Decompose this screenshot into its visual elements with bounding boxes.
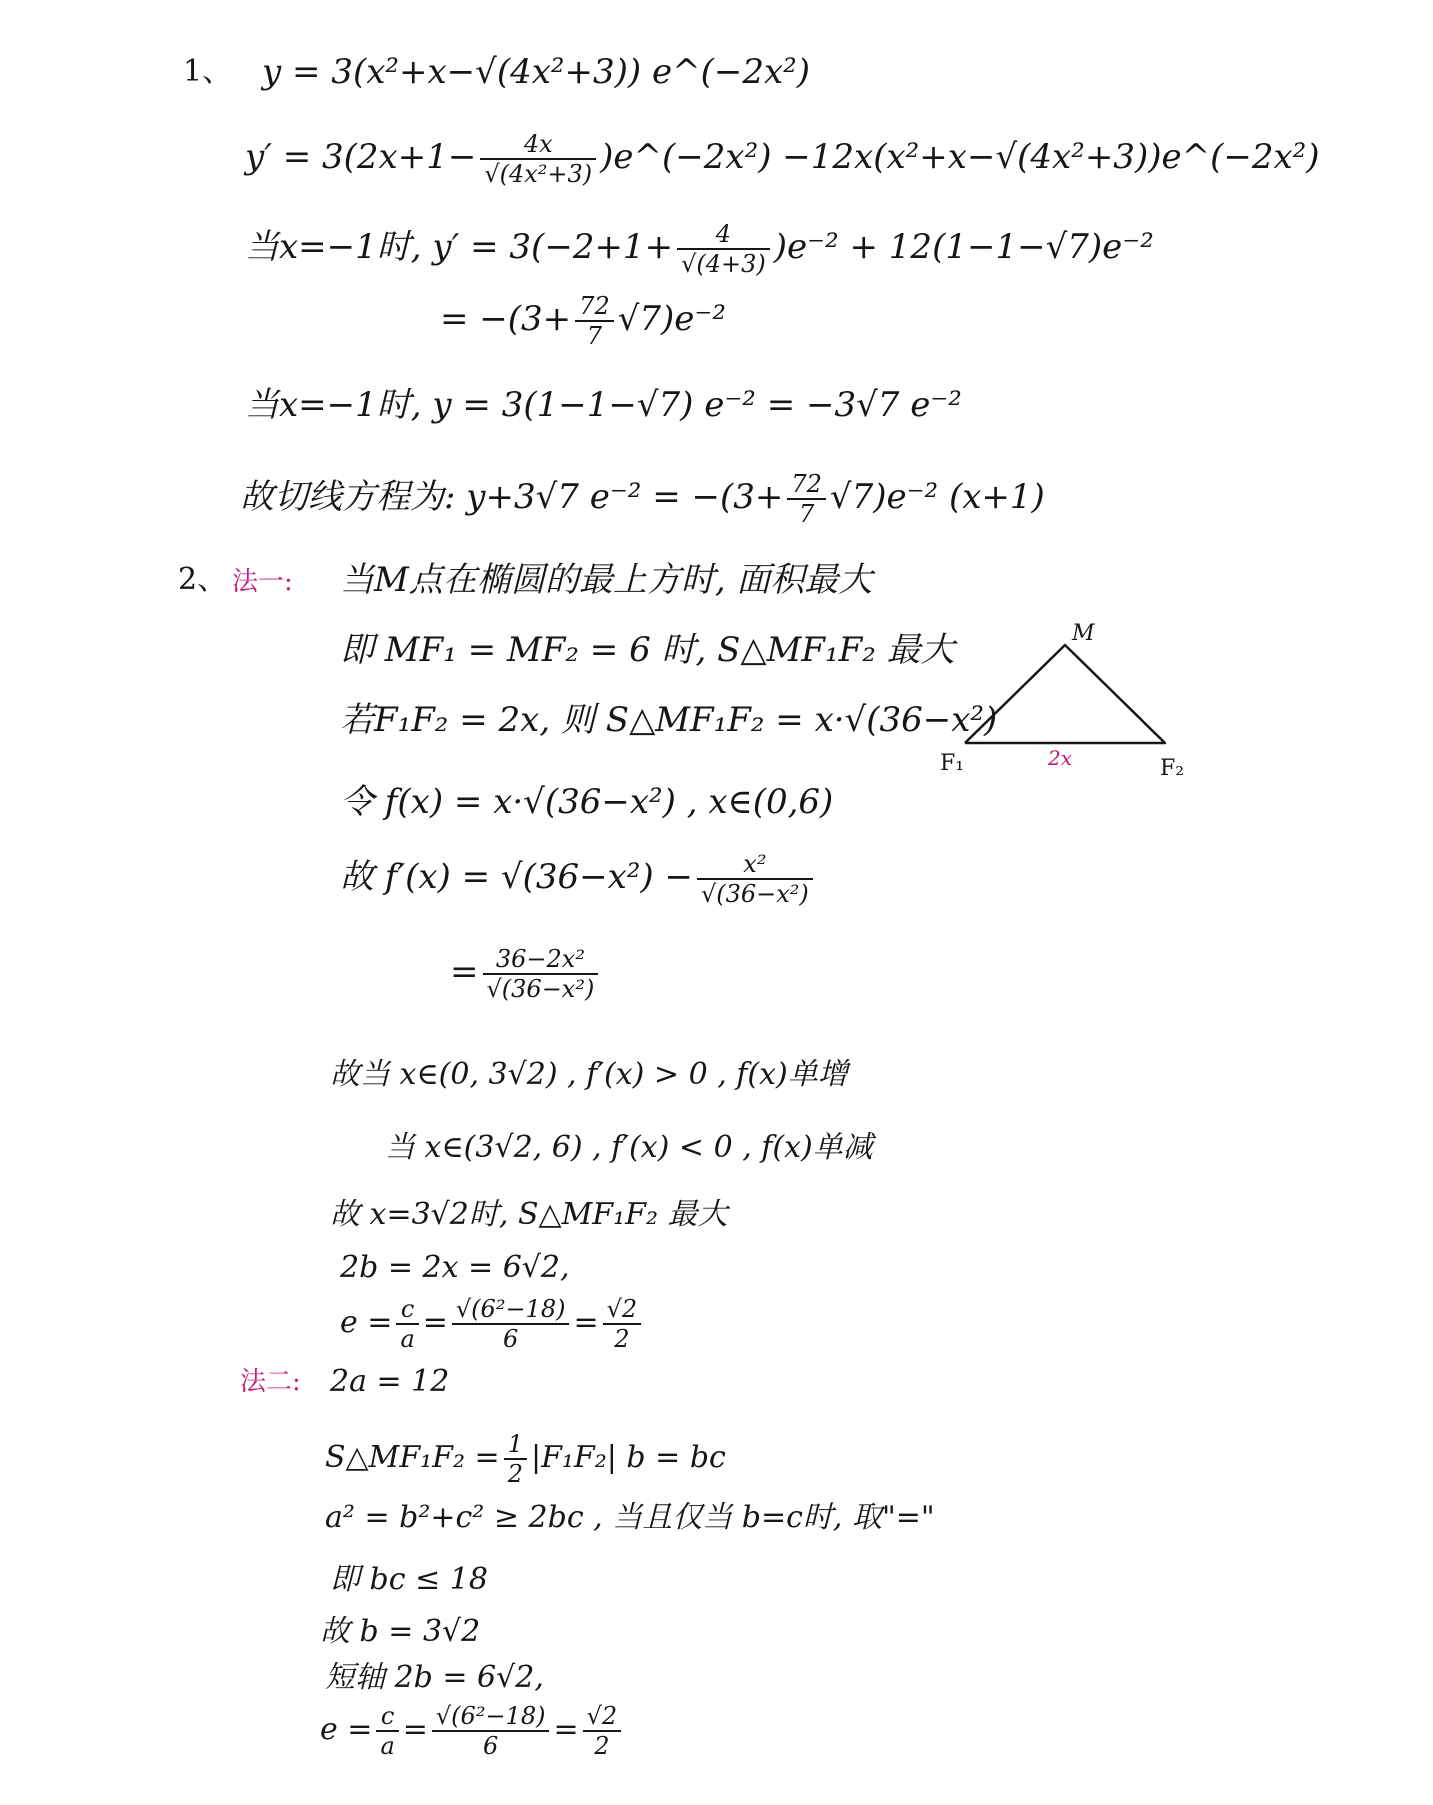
p1-line2-fraction <box>480 130 596 188</box>
triangle-label-m: M <box>1072 621 1095 646</box>
m1-line11-frac2 <box>452 1295 570 1353</box>
m1-line11-eq: = <box>422 1305 448 1340</box>
p1-line4-left: = −(3+ <box>440 299 572 339</box>
p1-line3-left: 当x=−1时, y′ = 3(−2+1+ <box>245 227 674 267</box>
m1-frac3-bot: 2 <box>614 1325 630 1353</box>
m1-line6 <box>450 945 602 1003</box>
m2-frac-c: c <box>376 1702 398 1732</box>
m1-line11-frac3 <box>603 1295 642 1353</box>
m2-line7 <box>320 1702 625 1760</box>
m1-line3: 若F₁F₂ = 2x, 则 S△MF₁F₂ = x·√(36−x²) <box>340 700 998 740</box>
p1-line4-right: √7)e⁻² <box>617 299 726 339</box>
m2-frac2-top: √(6²−18) <box>432 1702 550 1732</box>
m1-frac2-bot: 6 <box>503 1325 519 1353</box>
triangle-diagram <box>930 615 1200 795</box>
triangle-label-f2: F₂ <box>1160 756 1185 781</box>
m2-frac-a: a <box>380 1732 395 1760</box>
p1-line2 <box>245 130 1320 188</box>
p1-line4-frac-bot: 7 <box>586 322 603 350</box>
m2-frac3-bot: 2 <box>594 1732 610 1760</box>
p1-line1: y = 3(x²+x−√(4x²+3)) e^(−2x²) <box>262 52 811 92</box>
p1-line2-frac-bot: √(4x²+3) <box>484 160 593 188</box>
m2-line2-fraction <box>504 1430 527 1488</box>
m1-line7: 故当 x∈(0, 3√2) , f′(x) > 0 , f(x)单增 <box>330 1057 848 1092</box>
p1-line6-frac-top: 72 <box>787 470 826 500</box>
p1-line3-right: )e⁻² + 12(1−1−√7)e⁻² <box>773 227 1154 267</box>
m1-line2: 即 MF₁ = MF₂ = 6 时, S△MF₁F₂ 最大 <box>340 630 955 670</box>
p1-line6 <box>240 470 1045 528</box>
p1-line3-frac-top: 4 <box>677 220 770 250</box>
m1-line11-frac-ca <box>396 1295 418 1353</box>
m2-line1: 2a = 12 <box>330 1364 450 1399</box>
m1-line11 <box>340 1295 645 1353</box>
m1-frac-c: c <box>396 1295 418 1325</box>
problem1-number: 1、 <box>183 54 233 89</box>
m1-line10: 2b = 2x = 6√2, <box>340 1250 570 1285</box>
p1-line3-fraction <box>677 220 770 278</box>
m1-frac2-top: √(6²−18) <box>452 1295 570 1325</box>
p1-line6-frac-bot: 7 <box>799 500 815 528</box>
m2-frac2-bot: 6 <box>483 1732 499 1760</box>
p1-line6-left: 故切线方程为: y+3√7 e⁻² = −(3+ <box>240 477 784 517</box>
m1-line4: 令 f(x) = x·√(36−x²) , x∈(0,6) <box>340 782 834 822</box>
m2-line7-left: e = <box>320 1712 373 1747</box>
m2-line2-right: |F₁F₂| b = bc <box>530 1440 726 1475</box>
p1-line6-right: √7)e⁻² (x+1) <box>829 477 1045 517</box>
m1-line6-frac-bot: √(36−x²) <box>486 975 595 1003</box>
m1-line6-left: = <box>450 952 479 992</box>
m1-line5-left: 故 f′(x) = √(36−x²) − <box>340 857 693 897</box>
m1-line5 <box>340 850 817 908</box>
p1-line3 <box>245 220 1154 278</box>
m2-line6: 短轴 2b = 6√2, <box>325 1660 544 1695</box>
m1-line1: 当M点在椭圆的最上方时, 面积最大 <box>340 560 873 600</box>
problem2-number: 2、 <box>178 562 228 597</box>
m1-line5-frac-top: x² <box>697 850 813 880</box>
p1-line2-left: y′ = 3(2x+1− <box>245 137 477 177</box>
m1-frac-a: a <box>400 1325 415 1353</box>
m2-line7-frac3 <box>583 1702 622 1760</box>
m1-line11-left: e = <box>340 1305 393 1340</box>
m2-line2-frac-bot: 2 <box>507 1460 523 1488</box>
p1-line4-frac-top: 72 <box>575 292 614 322</box>
m2-line7-eq: = <box>402 1712 428 1747</box>
triangle-label-base: 2x <box>1048 746 1073 770</box>
m2-line5: 故 b = 3√2 <box>320 1614 481 1649</box>
m1-line6-frac-top: 36−2x² <box>483 945 599 975</box>
m1-line6-fraction <box>483 945 599 1003</box>
m1-line11-eq2: = <box>573 1305 599 1340</box>
p1-line2-frac-top: 4x <box>480 130 596 160</box>
p1-line4 <box>440 292 726 350</box>
m2-line4: 即 bc ≤ 18 <box>330 1562 488 1597</box>
p1-line3-frac-bot: √(4+3) <box>681 250 766 278</box>
m1-line5-fraction <box>697 850 813 908</box>
m2-line7-frac2 <box>432 1702 550 1760</box>
p1-line4-fraction <box>575 292 614 350</box>
m2-line7-eq2: = <box>553 1712 579 1747</box>
m2-line2-left: S△MF₁F₂ = <box>325 1440 500 1475</box>
method1-label: 法一: <box>232 567 293 597</box>
m2-line2 <box>325 1430 726 1488</box>
p1-line2-right: )e^(−2x²) −12x(x²+x−√(4x²+3))e^(−2x²) <box>600 137 1320 177</box>
p1-line5: 当x=−1时, y = 3(1−1−√7) e⁻² = −3√7 e⁻² <box>245 385 962 425</box>
m2-line7-frac-ca <box>376 1702 398 1760</box>
triangle-label-f1: F₁ <box>940 751 965 776</box>
method2-label: 法二: <box>240 1367 301 1397</box>
p1-line6-fraction <box>787 470 826 528</box>
m2-line2-frac-top: 1 <box>504 1430 527 1460</box>
m2-frac3-top: √2 <box>583 1702 622 1732</box>
m1-line9: 故 x=3√2时, S△MF₁F₂ 最大 <box>330 1197 728 1232</box>
triangle-outline <box>965 645 1165 743</box>
m1-frac3-top: √2 <box>603 1295 642 1325</box>
m2-line3: a² = b²+c² ≥ 2bc , 当且仅当 b=c时, 取"=" <box>325 1500 935 1535</box>
m1-line8: 当 x∈(3√2, 6) , f′(x) < 0 , f(x)单减 <box>385 1130 873 1165</box>
m1-line5-frac-bot: √(36−x²) <box>700 880 809 908</box>
